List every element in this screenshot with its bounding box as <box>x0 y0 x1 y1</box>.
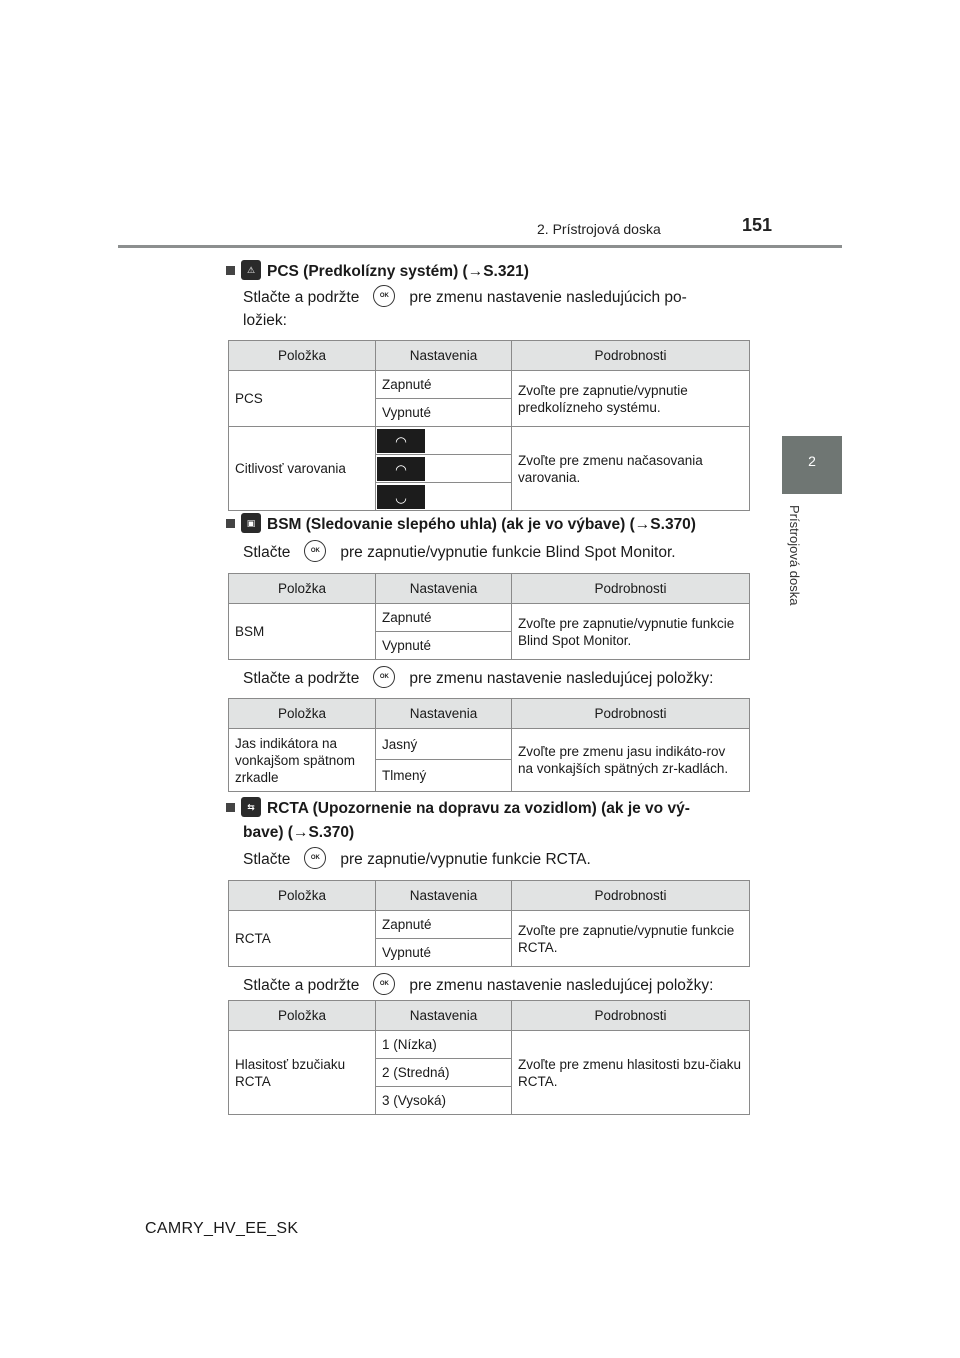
col-header-details: Podrobnosti <box>512 881 750 911</box>
ok-button-icon: OK <box>373 285 395 307</box>
table-cell-item: BSM <box>229 604 376 660</box>
ok-button-icon: OK <box>304 847 326 869</box>
bsm-icon: ▣ <box>241 513 261 533</box>
col-header-details: Podrobnosti <box>512 341 750 371</box>
rcta-icon: ⇆ <box>241 797 261 817</box>
pcs-settings-table <box>228 340 750 511</box>
rcta-heading-text-2: bave) (→S.370) <box>243 824 355 841</box>
table-cell-setting: 3 (Vysoká) <box>376 1087 512 1115</box>
col-header-item: Položka <box>229 1001 376 1031</box>
square-bullet-icon <box>226 519 235 528</box>
bsm-instruction-before: Stlačte <box>243 544 291 561</box>
table-cell-setting: 1 (Nízka) <box>376 1031 512 1059</box>
table-cell-detail: Zvoľte pre zapnutie/vypnutie predkolízneho systému. <box>512 371 750 427</box>
header-section-title: 2. Prístrojová doska <box>537 221 661 237</box>
table-cell-item: PCS <box>229 371 376 427</box>
col-header-details: Podrobnosti <box>512 699 750 729</box>
pcs-heading-text: PCS (Predkolízny systém) (→S.321) <box>267 263 529 280</box>
rcta-heading-text-1: RCTA (Upozornenie na dopravu za vozidlom) (ak je vo vý- <box>267 800 690 817</box>
bsm-instruction-2 <box>243 666 753 690</box>
table-cell-setting: Zapnuté <box>376 911 512 939</box>
rcta-instruction-2-before: Stlačte a podržte <box>243 977 360 994</box>
col-header-details: Podrobnosti <box>512 574 750 604</box>
ok-button-icon: OK <box>373 973 395 995</box>
table-cell-setting: Tlmený <box>376 760 512 792</box>
ok-button-icon: OK <box>373 666 395 688</box>
col-header-settings: Nastavenia <box>376 574 512 604</box>
pcs-instruction-line2: ložiek: <box>243 312 287 329</box>
rcta-volume-table <box>228 1000 750 1115</box>
rcta-instruction-2 <box>243 973 753 997</box>
table-cell-setting <box>376 483 512 511</box>
table-cell-detail: Zvoľte pre zmenu hlasitosti bzu-čiaku RCTA. <box>512 1031 750 1115</box>
bsm-instruction-2-after: pre zmenu nastavenie nasledujúcej položky: <box>409 670 714 687</box>
pcs-heading <box>226 260 756 284</box>
table-cell-setting: Vypnuté <box>376 939 512 967</box>
bsm-heading-text: BSM (Sledovanie slepého uhla) (ak je vo výbave) (→S.370) <box>267 516 696 533</box>
table-cell-detail: Zvoľte pre zmenu načasovania varovania. <box>512 427 750 511</box>
rcta-instruction-after: pre zapnutie/vypnutie funkcie RCTA. <box>340 851 591 868</box>
signal-arcs-icon-high: ◠ <box>377 429 425 453</box>
table-cell-detail: Zvoľte pre zapnutie/vypnutie funkcie Blind Spot Monitor. <box>512 604 750 660</box>
table-cell-setting: Jasný <box>376 729 512 760</box>
chapter-tab <box>782 436 842 494</box>
pcs-instruction-after: pre zmenu nastavenie nasledujúcich po- <box>409 289 687 306</box>
pcs-instruction <box>243 285 753 332</box>
pcs-warning-icon: ⚠ <box>241 260 261 280</box>
bsm-heading <box>226 513 756 537</box>
table-cell-item: RCTA <box>229 911 376 967</box>
table-cell-item: Citlivosť varovania <box>229 427 376 511</box>
chapter-side-label-text: Prístrojová doska <box>787 505 802 606</box>
col-header-item: Položka <box>229 341 376 371</box>
bsm-instruction-2-before: Stlačte a podržte <box>243 670 360 687</box>
table-cell-setting: Zapnuté <box>376 371 512 399</box>
signal-arcs-icon-mid: ◠ <box>377 457 425 481</box>
signal-arcs-icon-low: ◡ <box>377 485 425 509</box>
bsm-brightness-table <box>228 698 750 792</box>
table-cell-setting: 2 (Stredná) <box>376 1059 512 1087</box>
table-cell-setting <box>376 455 512 483</box>
ok-button-icon: OK <box>304 540 326 562</box>
square-bullet-icon <box>226 266 235 275</box>
table-cell-setting <box>376 427 512 455</box>
col-header-item: Položka <box>229 699 376 729</box>
rcta-settings-table <box>228 880 750 967</box>
table-cell-setting: Vypnuté <box>376 399 512 427</box>
footer-model-code: CAMRY_HV_EE_SK <box>145 1220 299 1237</box>
rcta-instruction-2-after: pre zmenu nastavenie nasledujúcej položky: <box>409 977 714 994</box>
bsm-instruction-after: pre zapnutie/vypnutie funkcie Blind Spot Monitor. <box>340 544 676 561</box>
chapter-side-label <box>786 505 804 615</box>
table-cell-setting: Zapnuté <box>376 604 512 632</box>
col-header-settings: Nastavenia <box>376 1001 512 1031</box>
rcta-instruction <box>243 847 753 871</box>
table-cell-item: Jas indikátora na vonkajšom spätnom zrkadle <box>229 729 376 792</box>
col-header-settings: Nastavenia <box>376 881 512 911</box>
table-cell-detail: Zvoľte pre zmenu jasu indikáto-rov na vonkajších spätných zr-kadlách. <box>512 729 750 792</box>
col-header-settings: Nastavenia <box>376 341 512 371</box>
pcs-instruction-before: Stlačte a podržte <box>243 289 360 306</box>
bsm-settings-table <box>228 573 750 660</box>
table-cell-setting: Vypnuté <box>376 632 512 660</box>
col-header-details: Podrobnosti <box>512 1001 750 1031</box>
table-cell-detail: Zvoľte pre zapnutie/vypnutie funkcie RCTA. <box>512 911 750 967</box>
col-header-settings: Nastavenia <box>376 699 512 729</box>
header-rule <box>118 245 842 248</box>
rcta-heading <box>226 797 756 845</box>
square-bullet-icon <box>226 803 235 812</box>
rcta-instruction-before: Stlačte <box>243 851 291 868</box>
col-header-item: Položka <box>229 574 376 604</box>
bsm-instruction <box>243 540 753 564</box>
col-header-item: Položka <box>229 881 376 911</box>
table-cell-item: Hlasitosť bzučiaku RCTA <box>229 1031 376 1115</box>
page-number: 151 <box>742 215 773 235</box>
chapter-tab-number: 2 <box>808 453 816 469</box>
